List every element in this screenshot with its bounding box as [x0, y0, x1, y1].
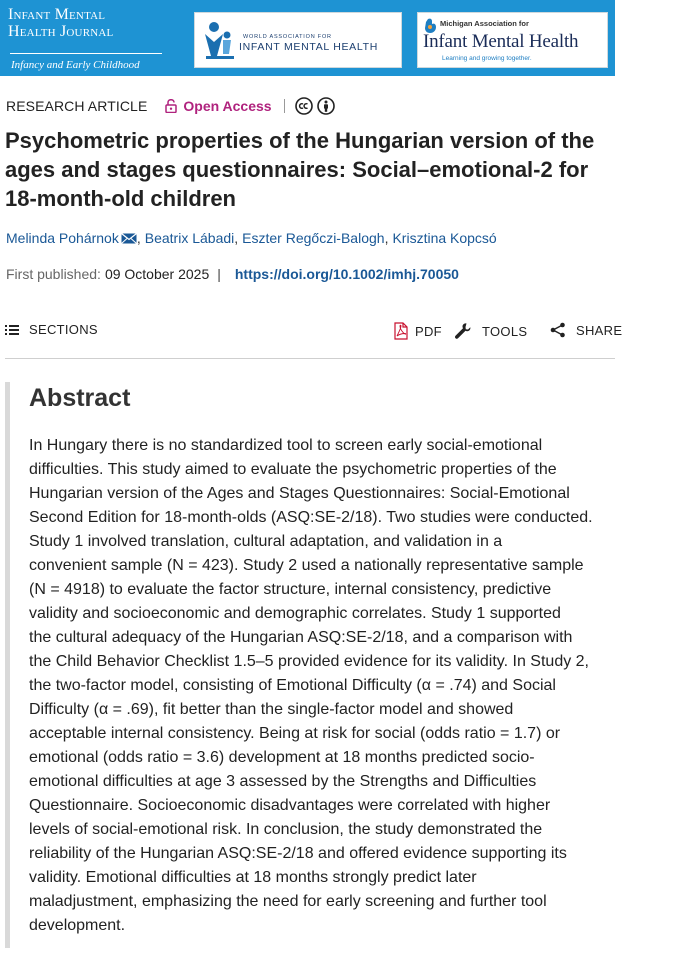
abstract-line: Hungarian version of the Ages and Stages Questionnaires: Social-Emotional: [29, 485, 570, 502]
waimh-name: INFANT MENTAL HEALTH: [239, 41, 379, 53]
first-published-label: First published:: [6, 266, 101, 282]
abstract-line: acceptable internal consistency. Being at risk for social (odds ratio = 1.7) or: [29, 725, 561, 742]
publication-separator: |: [217, 266, 221, 282]
attribution-icon[interactable]: [317, 97, 335, 115]
abstract-line: maladjustment, emphasizing the need for early screening and further tool: [29, 893, 547, 910]
pdf-button[interactable]: [393, 322, 442, 340]
author-link[interactable]: Krisztina Kopcsó: [392, 230, 497, 246]
abstract-line: Study 1 involved translation, cultural adaptation, and validation in a: [29, 533, 503, 550]
abstract-line: reliability of the Hungarian ASQ:SE-2/18 and offered evidence supporting its: [29, 845, 567, 862]
journal-logo-rule: [10, 53, 162, 54]
abstract-line: Questionnaire. Socioeconomic disadvantages were correlated with higher: [29, 797, 551, 814]
share-icon: [550, 322, 566, 338]
abstract-heading: Abstract: [29, 384, 131, 412]
author-link[interactable]: Eszter Regőczi-Balogh: [242, 230, 385, 246]
journal-name-line2: Health Journal: [8, 23, 114, 40]
meta-divider: [284, 99, 285, 113]
share-label: SHARE: [576, 322, 623, 338]
waimh-figure-icon: [203, 20, 237, 60]
abstract-line: convenient sample (N = 423). Study 2 used a nationally representative sample: [29, 557, 584, 574]
article-type: RESEARCH ARTICLE: [6, 98, 148, 114]
publication-info: [6, 266, 459, 282]
abstract-line: the Child Behavior Checklist 1.5–5 provided evidence for its validity. In Study 2,: [29, 653, 589, 670]
journal-subtitle: Infancy and Early Childhood: [11, 59, 140, 71]
abstract-line: validity. Emotional difficulties at 18 months strongly predict later: [29, 869, 477, 886]
abstract-line: development.: [29, 917, 126, 934]
pdf-icon: [393, 322, 409, 340]
article-toolbar: [0, 316, 623, 348]
abstract-accent-bar: [5, 382, 10, 948]
journal-logo[interactable]: [8, 6, 168, 72]
abstract-line: Second Edition for 18-month-olds (ASQ:SE-2/18). Two studies were conducted.: [29, 509, 593, 526]
share-button[interactable]: [550, 322, 622, 338]
abstract-line: levels of social-emotional risk. In conclusion, the study demonstrated the: [29, 821, 543, 838]
tools-button[interactable]: [454, 322, 527, 340]
author-separator: ,: [136, 230, 141, 246]
waimh-logo[interactable]: [194, 12, 402, 68]
publication-date: 09 October 2025: [104, 266, 210, 282]
abstract-line: In Hungary there is no standardized tool to screen early social-emotional: [29, 437, 543, 454]
pdf-label: PDF: [415, 323, 442, 339]
miaimh-logo[interactable]: [417, 12, 608, 68]
list-icon: [5, 324, 19, 336]
author-list: [6, 230, 497, 246]
article-meta: [6, 96, 335, 116]
author-separator: ,: [234, 230, 239, 246]
author-link[interactable]: Melinda Pohárnok: [6, 230, 119, 246]
abstract-line: Difficulty (α = .69), fit better than the single-factor model and showed: [29, 701, 514, 718]
abstract-line: difficulties. This study aimed to evaluate the psychometric properties of the: [29, 461, 557, 478]
email-icon[interactable]: [121, 233, 137, 244]
wrench-icon: [454, 322, 472, 340]
miaimh-top-text: Michigan Association for: [440, 19, 529, 28]
waimh-small-text: WORLD ASSOCIATION FOR: [243, 34, 332, 40]
miaimh-tagline: Learning and growing together.: [442, 55, 532, 62]
abstract-line: (N = 4918) to evaluate the factor structure, internal consistency, predictive: [29, 581, 552, 598]
journal-name-line1: Infant Mental: [8, 6, 106, 23]
creative-commons-icon[interactable]: [295, 97, 313, 115]
journal-banner[interactable]: [0, 0, 615, 76]
abstract-line: the cultural adequacy of the Hungarian ASQ:SE-2/18, and a comparison with: [29, 629, 573, 646]
sections-label: SECTIONS: [29, 322, 98, 337]
abstract-line: validity and socioeconomic and demographic correlates. Study 1 supported: [29, 605, 561, 622]
open-access-label[interactable]: Open Access: [183, 98, 272, 114]
article-title: Psychometric properties of the Hungarian version of the ages and stages questionnaires: Social–emotional-2 for 18-month-old children: [5, 128, 595, 211]
abstract-line: the two-factor model, consisting of Emotional Difficulty (α = .74) and Social: [29, 677, 556, 694]
toolbar-divider: [5, 358, 615, 359]
tools-label: TOOLS: [482, 323, 528, 339]
doi-link[interactable]: https://doi.org/10.1002/imhj.70050: [234, 266, 459, 282]
open-lock-icon: [165, 99, 177, 113]
miaimh-name: Infant Mental Health: [423, 31, 579, 52]
author-link[interactable]: Beatrix Lábadi: [144, 230, 235, 246]
abstract-body: [29, 434, 624, 938]
author-separator: ,: [384, 230, 389, 246]
abstract-line: emotional difficulties at age 3 assessed by the Strengths and Difficulties: [29, 773, 537, 790]
sections-button[interactable]: [5, 322, 98, 337]
abstract-line: emotional (odds ratio = 3.6) development at 18 months predicted socio-: [29, 749, 535, 766]
